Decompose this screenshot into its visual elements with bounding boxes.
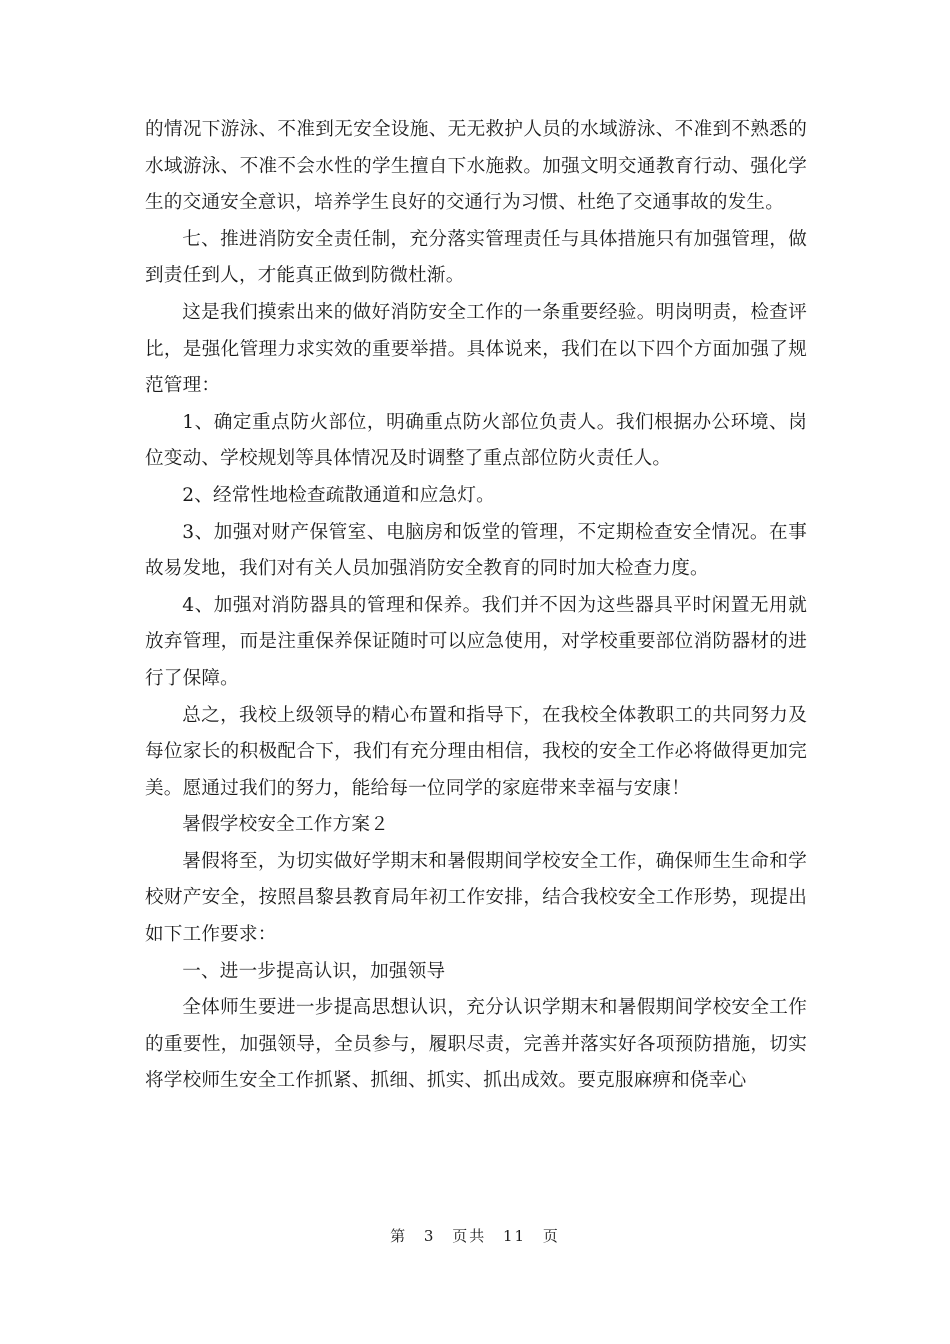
paragraph-3: 这是我们摸索出来的做好消防安全工作的一条重要经验。明岗明责，检查评比，是强化管理力求实效的重要举措。具体说来，我们在以下四个方面加强了规范管理： [145, 301, 807, 397]
paragraph-1: 的情况下游泳、不准到无安全设施、无无救护人员的水域游泳、不准到不熟悉的水域游泳、不准不会水性的学生擅自下水施救。加强文明交通教育行动、强化学生的交通安全意识，培养学生良好的交通行为习惯、杜绝了交通事故的发生。 [145, 119, 807, 214]
section-heading-plan-2: 暑假学校安全工作方案２ [182, 814, 389, 836]
paragraph-10: 暑假将至，为切实做好学期末和暑假期间学校安全工作，确保师生生命和学校财产安全，按照昌黎县教育局年初工作安排，结合我校安全工作形势，现提出如下工作要求： [145, 850, 807, 946]
paragraph-5: 2、经常性地检查疏散通道和应急灯。 [182, 484, 495, 506]
paragraph-2: 七、推进消防安全责任制，充分落实管理责任与具体措施只有加强管理，做到责任到人，才能真正做到防微杜渐。 [145, 228, 807, 287]
page-footer: 第 3 页共 11 页 [390, 1227, 560, 1245]
section-heading-1: 一、进一步提高认识，加强领导 [182, 960, 446, 982]
document-body [145, 112, 807, 1100]
paragraph-4: 1、确定重点防火部位，明确重点防火部位负责人。我们根据办公环境、岗位变动、学校规划等具体情况及时调整了重点部位防火责任人。 [145, 411, 807, 470]
paragraph-6: 3、加强对财产保管室、电脑房和饭堂的管理，不定期检查安全情况。在事故易发地，我们对有关人员加强消防安全教育的同时加大检查力度。 [145, 521, 807, 580]
paragraph-12: 全体师生要进一步提高思想认识，充分认识学期末和暑假期间学校安全工作的重要性，加强领导，全员参与，履职尽责，完善并落实好各项预防措施，切实将学校师生安全工作抓紧、抓细、抓实、抓出成效。要克服麻痹和侥幸心 [145, 997, 807, 1092]
paragraph-7: 4、加强对消防器具的管理和保养。我们并不因为这些器具平时闲置无用就放弃管理，而是注重保养保证随时可以应急使用，对学校重要部位消防器材的进行了保障。 [145, 594, 807, 689]
paragraph-8: 总之，我校上级领导的精心布置和指导下，在我校全体教职工的共同努力及每位家长的积极配合下，我们有充分理由相信，我校的安全工作必将做得更加完美。愿通过我们的努力，能给每一位同学的家庭带来幸福与安康！ [145, 704, 807, 799]
